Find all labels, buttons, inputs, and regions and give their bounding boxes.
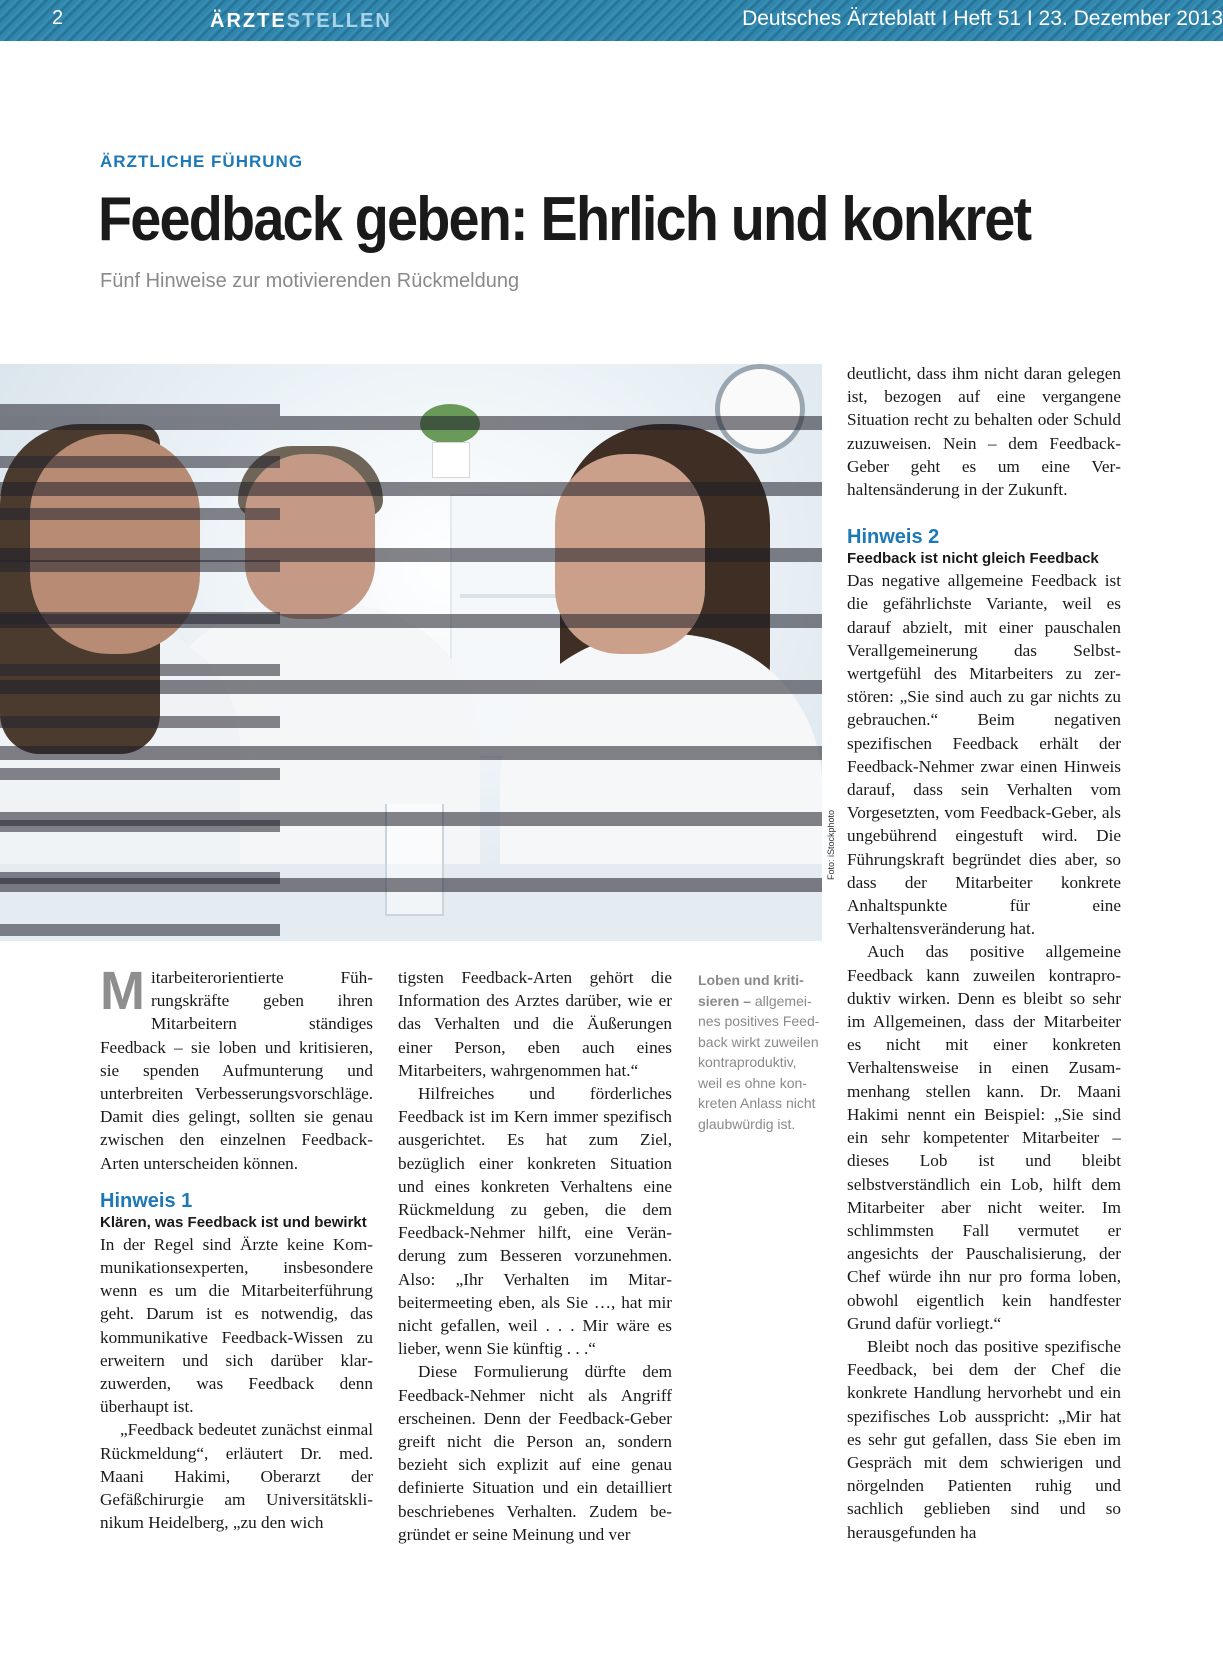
paragraph: Auch das positive allgemeine Feedback kann zuweilen kontraproduktiv wirken. Denn es bleibt so sehr im Allgemeinen, dass der Mitarbeiter es nicht mit einer konkreten Verhaltensweise in einen Zusammenhang stellen kann. Dr. Maani Hakimi nennt ein Beispiel: „Sie sind ein sehr kompetenter Mitarbeiter – dieses Lob ist und bleibt selbstverständlich ein Lob, hilft dem Mitarbeiter aber nicht weiter. Im schlimmsten Fall vermutet er angesichts der Pauschalisierung, der Chef würde ihn nur pro forma loben, obwohl eigentlich kein handfester Grund dafür vorliegt.“ [847,942,1121,1333]
text-column-2 [398,966,672,1546]
article-subtitle: Fünf Hinweise zur motivierenden Rückmeldung [100,270,520,292]
section-subheading-2: Feedback ist nicht gleich Feedback [847,550,1099,568]
section-subheading-1: Klären, was Feedback ist und bewirkt [100,1213,367,1231]
caption-lead: Loben und kritisieren – [698,972,804,1009]
paragraph: Das negative allgemeine Feedback ist die gefährlichste Variante, weil es darauf abzielt, mit einer pauschalen Verallgemeinerung das Selbstwertgefühl des Mitarbeiters zu zerstören: „Sie sind auch zu gar nichts zu gebrauchen.“ Beim negativen spezifischen Feedback erhält der Feedback-Nehmer zwar einen Hinweis darauf, dass sein Verhalten vom Vorgesetzten, vom Feedback-Geber, als ungebührend eingestuft wird. Die Führungskraft begründet dies aber, so dass der Mitarbeiter konkrete Anhaltspunkte für eine Verhaltensveränderung hat. [847,571,1121,939]
issue-info: Deutsches Ärzteblatt I Heft 51 I 23. Dezember 2013 [742,7,1223,30]
article-kicker: ÄRZTLICHE FÜHRUNG [100,152,304,171]
paragraph: Diese Formulierung dürfte dem Feedback-Nehmer nicht als Angriff erscheinen. Denn der Feedback-Geber greift nicht die Person an, sondern bezieht sich explizit auf eine genau definierte Situation und ein detailliert beschriebenes Verhalten. Zudem begründet er seine Meinung und ver [398,1362,672,1544]
brand-part-2: STELLEN [286,10,392,32]
section-heading-2: Hinweis 2 [847,526,940,549]
photo-caption [698,970,822,1134]
page-header-bar [0,0,1223,41]
page-number: 2 [52,7,64,29]
section-brand [210,10,392,33]
section-heading-1: Hinweis 1 [100,1189,193,1212]
text-column-4 [847,362,1121,1544]
article-title: Feedback geben: Ehrlich und konkret [98,185,1031,254]
drop-cap: M [100,961,145,1021]
photo-credit: Foto: iStockphoto [826,809,836,880]
text-column-1 [100,961,373,1534]
paragraph: deutlicht, dass ihm nicht daran gelegen ist, bezogen auf eine vergangene Situation recht zu behalten oder Schuld zuzuweisen. Nein – dem Feedback-Geber geht es um eine Verhaltensänderung in der Zukunft. [847,364,1121,500]
paragraph: Bleibt noch das positive spezifische Feedback, bei dem der Chef die konkrete Handlung hervorhebt und ein spezifisches Lob ausspricht: „Mir hat es sehr gut gefallen, dass Sie eben im Gespräch mit dem schwierigen und nörgelnden Patienten ruhig und sachlich geblieben sind und so herausgefunden ha [847,1336,1121,1542]
brand-part-1: ÄRZTE [210,10,287,32]
article-photo [0,364,822,941]
paragraph: tigsten Feedback-Arten gehört die Information des Arztes darüber, wie er das Verhalten und die Äußerungen einer Person, eben auch eines Mitarbeiters, wahrgenommen hat.“ [398,968,672,1080]
intro-paragraph: itarbeiterorientierte Führungskräfte geben ihren Mitarbeitern ständiges Feedback – sie loben und kritisieren, sie spenden Aufmunterung und unterbreiten Verbesserungsvorschläge. Damit dies gelingt, sollten sie genau zwischen den einzelnen Feedback-Arten unterscheiden können. [100,968,373,1173]
paragraph: „Feedback bedeutet zunächst einmal Rückmeldung“, erläutert Dr. med. Maani Hakimi, Oberarzt der Gefäßchirurgie am Universitätsklinikum Heidelberg, „zu den wich [100,1420,373,1533]
paragraph: In der Regel sind Ärzte keine Kommunikationsexperten, insbesondere wenn es um die Mitarbeiterführung geht. Darum ist es notwendig, das kommunikative Feedback-Wissen zu erweitern und sich darüber klarzuwerden, was Feedback denn überhaupt ist. [100,1234,373,1417]
caption-text: allgemeines positives Feedback wirkt zuweilen kontraproduktiv, weil es ohne konkreten Anlass nicht glaubwürdig ist. [698,992,820,1132]
paragraph: Hilfreiches und förderliches Feedback ist im Kern immer spezifisch ausgerichtet. Es hat zum Ziel, bezüglich einer konkreten Situation und eines konkreten Verhaltens eine Rückmeldung zu geben, die dem Feedback-Nehmer hilft, eine Veränderung zum Besseren vorzunehmen. Also: „Ihr Verhalten im Mitarbeitermeeting eben, als Sie …, hat mir nicht gefallen, weil . . . Mir wäre es lieber, wenn Sie künftig . . .“ [398,1084,672,1359]
